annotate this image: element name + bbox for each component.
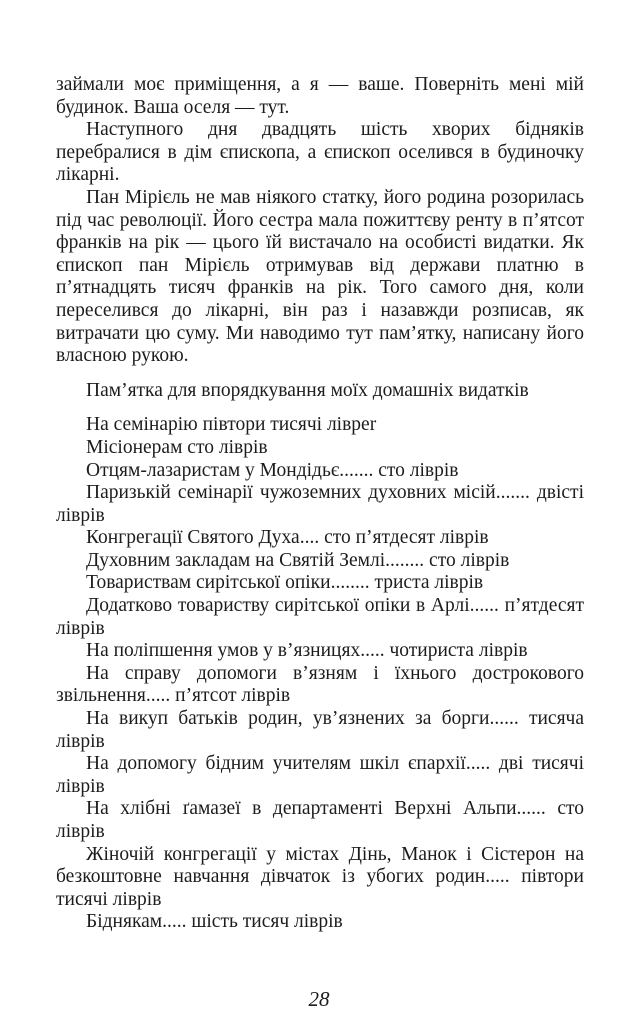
memo-item: Духовним закладам на Святій Землі........ сто ліврів <box>86 549 510 571</box>
memo-item: Конгрегації Святого Духа.... сто п’ятдесят ліврів <box>86 527 489 549</box>
memo-item: Місіонерам сто ліврів <box>86 436 268 458</box>
memo-item: Паризькій семінарії чужоземних духовних місій....... двісті ліврів <box>56 482 584 526</box>
memo-list <box>56 414 584 934</box>
memo-item: На допомогу бідним учителям шкіл єпархії..... дві тисячі ліврів <box>56 753 584 797</box>
memo-item: На викуп батьків родин, ув’язнених за борги...... тисяча ліврів <box>56 708 584 752</box>
memo-item: На поліпшення умов у в’язницях..... чотириста ліврів <box>86 640 528 662</box>
page-body <box>56 74 584 934</box>
memo-item: Біднякам..... шість тисяч ліврів <box>86 911 343 933</box>
memo-title: Пам’ятка для впорядкування моїх домашніх видатків <box>86 379 529 401</box>
paragraph-budget: Пан Мірієль не мав ніякого статку, його родина розорилась під час революції. Його сестра мала пожиттєву ренту в п’ятсот франків на рік — цього їй вистачало на особисті видатки. Як єпископ пан Мірієль отримував від держави платню в п’ятнадцять тисяч франків на рік. Того самого дня, коли переселився до лікарні, він раз і назавжди розписав, як витрачати цю суму. Ми наводимо тут пам’ятку, написану його власною рукою. <box>56 186 584 367</box>
memo-item: На семінарію півтори тисячі лівper <box>86 414 377 436</box>
memo-item: Жіночій конгрегації у містах Дінь, Манок і Сістерон на безкоштовне навчання дівчаток із убогих родин..... півтори тисячі ліврів <box>56 843 584 910</box>
paragraph-continuation: займали моє приміщення, а я — ваше. Поверніть мені мій будинок. Ваша оселя — тут. <box>56 74 584 118</box>
memo-item: На хлібні ґамазеї в департаменті Верхні Альпи...... сто ліврів <box>56 798 584 842</box>
memo-item: Додатково товариству сирітської опіки в Арлі...... п’ятдесят ліврів <box>56 595 584 639</box>
paragraph-next-day: Наступного дня двадцять шість хворих бідняків перебралися в дім єпископа, а єпископ оселився в будиночку лікарні. <box>56 119 584 186</box>
memo-item: Товариствам сирітської опіки........ триста ліврів <box>86 572 484 594</box>
memo-item: На справу допомоги в’язням і їхнього дострокового звільнення..... п’ятсот ліврів <box>56 662 584 707</box>
memo-item: Отцям-лазаристам у Мондідьє....... сто ліврів <box>86 459 459 481</box>
page-number: 28 <box>308 987 330 1011</box>
